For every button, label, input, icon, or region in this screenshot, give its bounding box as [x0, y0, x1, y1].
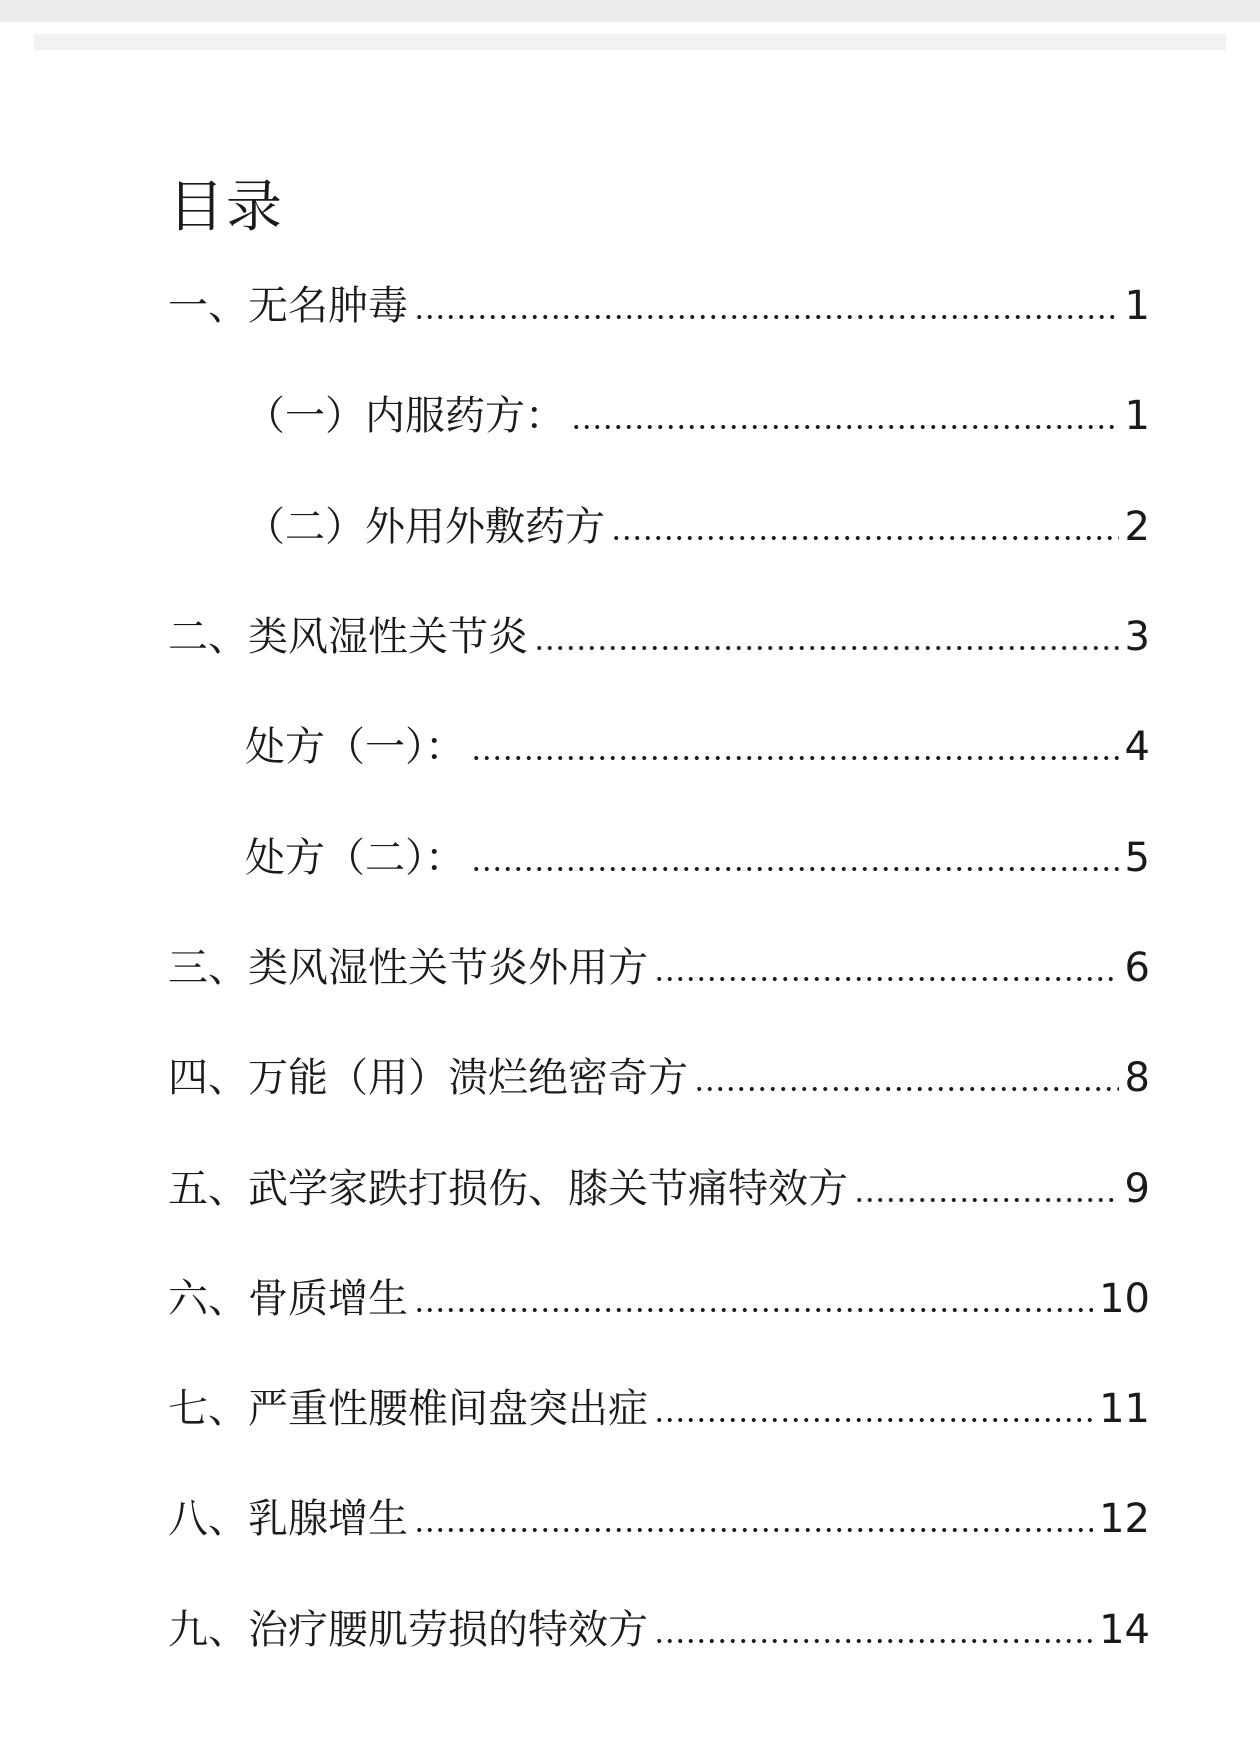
dot-leader [654, 1637, 1093, 1645]
toc-page-number: 6 [1124, 944, 1150, 991]
dot-leader [571, 423, 1119, 431]
toc-page-number: 12 [1099, 1496, 1150, 1543]
toc-entry [0, 1575, 1260, 1685]
top-band [0, 0, 1260, 22]
toc-entry-text: 处方（一）： [245, 724, 465, 771]
toc-entry [0, 1023, 1260, 1133]
toc-page-number: 14 [1099, 1606, 1150, 1653]
toc-entry-text: 七、严重性腰椎间盘突出症 [168, 1386, 648, 1433]
dot-leader [654, 1416, 1093, 1424]
toc-entry-text: 一、无名肿毒 [168, 283, 408, 330]
toc-entry-text: 五、武学家跌打损伤、膝关节痛特效方 [168, 1165, 848, 1212]
toc-page-number: 3 [1124, 614, 1150, 661]
dot-leader [534, 644, 1119, 652]
toc-entry [0, 361, 1260, 471]
toc-entry-text: 三、类风湿性关节炎外用方 [168, 944, 648, 991]
toc-list [0, 251, 1260, 1685]
toc-entry [0, 1354, 1260, 1464]
toc-entry [0, 802, 1260, 912]
dot-leader [471, 865, 1119, 873]
toc-page-number: 1 [1124, 283, 1150, 330]
toc-page-number: 2 [1124, 503, 1150, 550]
toc-entry-text: 处方（二）： [245, 834, 465, 881]
dot-leader [854, 1196, 1119, 1204]
dot-leader [414, 1526, 1093, 1534]
toc-title: 目录 [168, 175, 284, 240]
toc-entry [0, 1464, 1260, 1574]
scan-edge [34, 34, 1226, 50]
dot-leader [611, 534, 1119, 542]
toc-entry [0, 913, 1260, 1023]
toc-page-number: 5 [1124, 834, 1150, 881]
toc-entry-text: 九、治疗腰肌劳损的特效方 [168, 1606, 648, 1653]
toc-entry [0, 1244, 1260, 1354]
toc-entry [0, 1133, 1260, 1243]
toc-page-number: 11 [1099, 1386, 1150, 1433]
toc-entry [0, 251, 1260, 361]
toc-entry [0, 582, 1260, 692]
toc-entry-text: 六、骨质增生 [168, 1275, 408, 1322]
dot-leader [414, 313, 1119, 321]
toc-entry-text: 八、乳腺增生 [168, 1496, 408, 1543]
toc-page-number: 10 [1099, 1275, 1150, 1322]
toc-entry [0, 692, 1260, 802]
toc-page-number: 8 [1124, 1055, 1150, 1102]
toc-entry-text: （一）内服药方： [245, 393, 565, 440]
dot-leader [694, 1085, 1119, 1093]
dot-leader [414, 1306, 1093, 1314]
toc-entry [0, 472, 1260, 582]
toc-page-number: 9 [1124, 1165, 1150, 1212]
toc-entry-text: 二、类风湿性关节炎 [168, 614, 528, 661]
toc-page-number: 4 [1124, 724, 1150, 771]
dot-leader [654, 975, 1119, 983]
toc-entry-text: 四、万能（用）溃烂绝密奇方 [168, 1055, 688, 1102]
toc-page-number: 1 [1124, 393, 1150, 440]
toc-entry-text: （二）外用外敷药方 [245, 503, 605, 550]
dot-leader [471, 754, 1119, 762]
